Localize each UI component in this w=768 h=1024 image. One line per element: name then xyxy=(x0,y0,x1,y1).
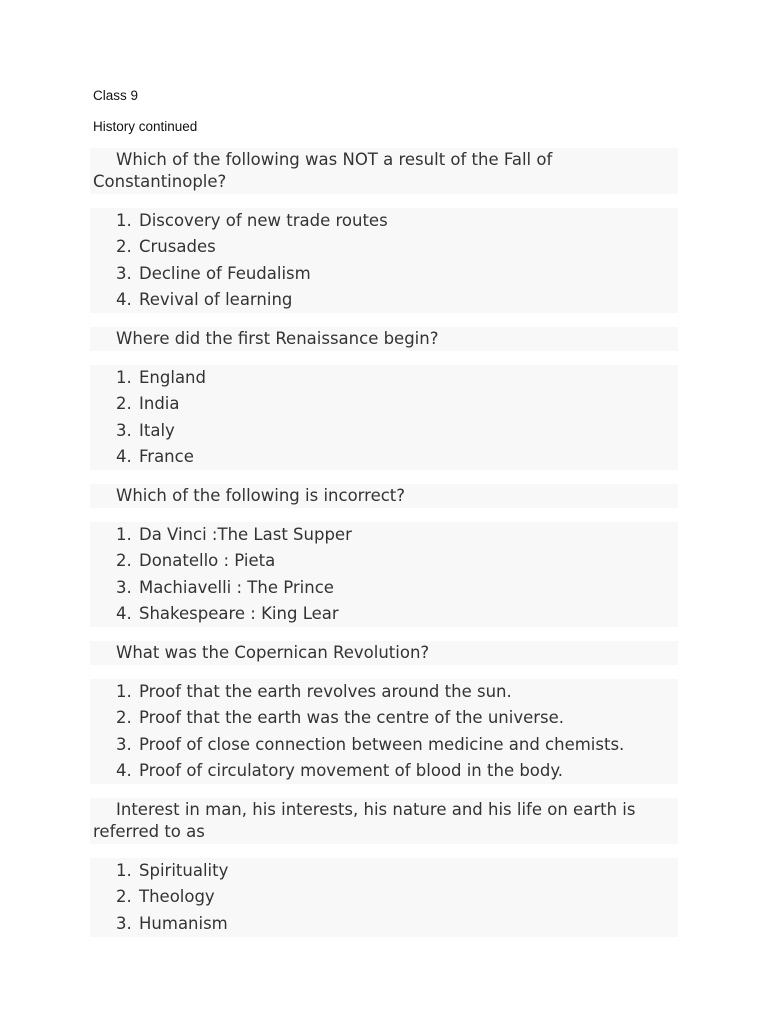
list-item xyxy=(90,679,678,705)
list-item xyxy=(90,261,678,287)
question-4-options xyxy=(90,679,678,784)
question-5-text: Interest in man, his interests, his nature and his life on earth is xyxy=(116,800,636,819)
option-text: Crusades xyxy=(139,237,216,257)
list-item xyxy=(90,858,678,884)
option-text: Proof of close connection between medicine and chemists. xyxy=(139,734,625,754)
option-text: Italy xyxy=(139,420,175,440)
option-text: Proof of circulatory movement of blood in the body. xyxy=(139,760,564,780)
option-number: 4. xyxy=(116,289,132,309)
question-1-options xyxy=(90,208,678,313)
list-item xyxy=(90,911,678,937)
option-number: 1. xyxy=(116,368,132,387)
question-1-text-continued: Constantinople? xyxy=(93,172,227,191)
option-text: India xyxy=(139,394,180,414)
question-5-text-continued: referred to as xyxy=(93,822,205,841)
option-text: Spirituality xyxy=(139,861,229,880)
list-item xyxy=(90,234,678,260)
list-item xyxy=(90,287,678,313)
option-text: Decline of Feudalism xyxy=(139,263,311,283)
question-2-text: Where did the first Renaissance begin? xyxy=(116,329,439,348)
option-number: 4. xyxy=(116,603,132,623)
question-3 xyxy=(90,484,678,508)
option-number: 2. xyxy=(116,394,132,414)
question-1 xyxy=(90,148,678,194)
question-4-text: What was the Copernican Revolution? xyxy=(116,643,430,662)
question-2 xyxy=(90,327,678,351)
option-text: Discovery of new trade routes xyxy=(139,211,388,230)
question-5 xyxy=(90,798,678,844)
list-item xyxy=(90,732,678,758)
list-item xyxy=(90,548,678,574)
option-text: Humanism xyxy=(139,913,228,933)
option-number: 3. xyxy=(116,913,132,933)
option-number: 4. xyxy=(116,446,132,466)
option-text: Revival of learning xyxy=(139,289,293,309)
question-1-line-1 xyxy=(93,149,674,171)
question-3-text: Which of the following is incorrect? xyxy=(116,486,406,505)
question-5-options xyxy=(90,858,678,937)
list-item xyxy=(90,705,678,731)
question-3-options xyxy=(90,522,678,627)
class-label: Class 9 xyxy=(93,88,139,103)
question-2-options xyxy=(90,365,678,470)
option-text: Donatello : Pieta xyxy=(139,551,276,571)
option-number: 3. xyxy=(116,734,132,754)
option-text: Shakespeare : King Lear xyxy=(139,603,339,623)
option-number: 4. xyxy=(116,760,132,780)
option-text: Machiavelli : The Prince xyxy=(139,577,334,597)
question-5-line-1 xyxy=(93,799,674,821)
option-number: 3. xyxy=(116,263,132,283)
list-item xyxy=(90,758,678,784)
question-2-line-1 xyxy=(93,328,674,350)
list-item xyxy=(90,208,678,234)
list-item xyxy=(90,418,678,444)
question-4 xyxy=(90,641,678,665)
option-number: 1. xyxy=(116,525,132,544)
option-text: Da Vinci :The Last Supper xyxy=(139,525,352,544)
option-text: Proof that the earth revolves around the sun. xyxy=(139,682,512,701)
option-number: 1. xyxy=(116,861,132,880)
list-item xyxy=(90,884,678,910)
option-number: 1. xyxy=(116,211,132,230)
list-item xyxy=(90,365,678,391)
option-number: 3. xyxy=(116,420,132,440)
question-4-line-1 xyxy=(93,642,674,664)
list-item xyxy=(90,444,678,470)
option-text: Proof that the earth was the centre of the universe. xyxy=(139,708,565,728)
option-number: 2. xyxy=(116,708,132,728)
question-3-line-1 xyxy=(93,485,674,507)
subject-label: History continued xyxy=(93,119,198,134)
list-item xyxy=(90,601,678,627)
option-number: 1. xyxy=(116,682,132,701)
list-item xyxy=(90,391,678,417)
option-text: Theology xyxy=(139,887,215,907)
option-number: 3. xyxy=(116,577,132,597)
option-number: 2. xyxy=(116,551,132,571)
list-item xyxy=(90,522,678,548)
list-item xyxy=(90,575,678,601)
option-number: 2. xyxy=(116,887,132,907)
option-text: France xyxy=(139,446,194,466)
question-1-text: Which of the following was NOT a result of the Fall of xyxy=(116,150,553,169)
option-text: England xyxy=(139,368,206,387)
option-number: 2. xyxy=(116,237,132,257)
